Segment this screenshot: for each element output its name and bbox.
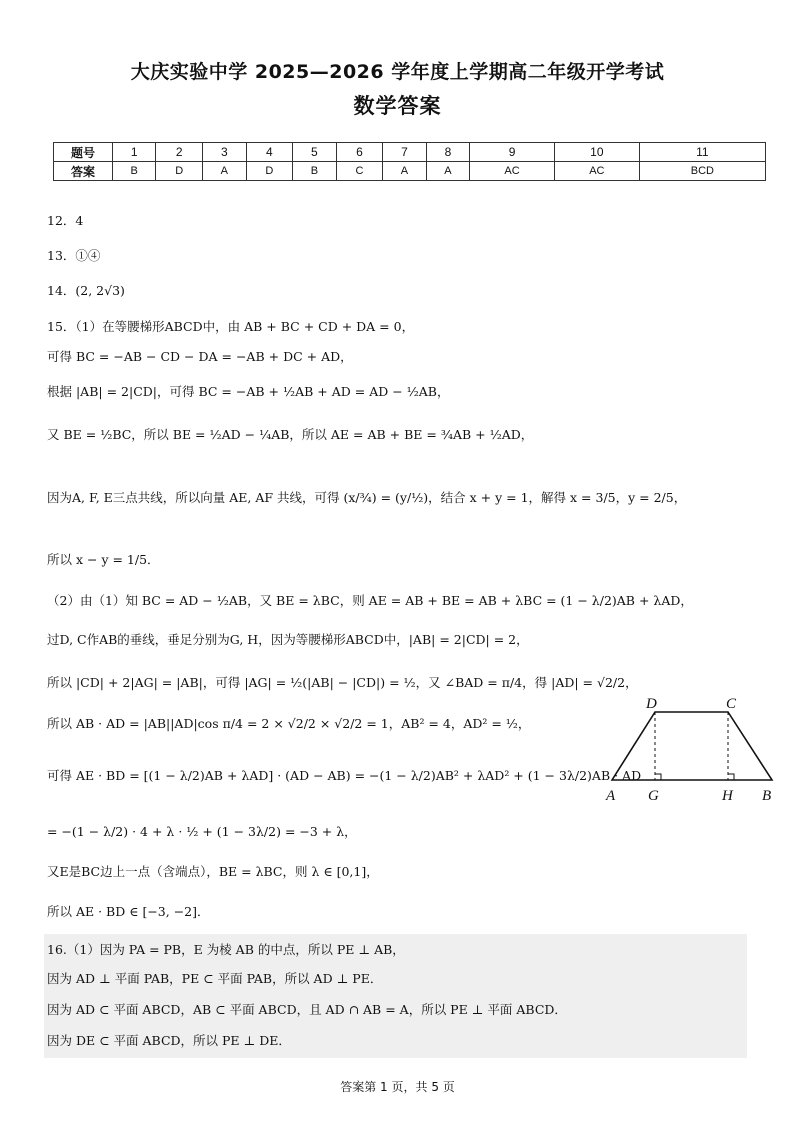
table-cell: AC <box>554 162 639 181</box>
table-cell: 5 <box>293 143 336 162</box>
answer-13: 13．①④ <box>47 248 101 263</box>
q15-line-7: （2）由（1）知 BC = AD − ½AB，又 BE = λBC，则 AE = AB + BE = AB + λBC = (1 − λ/2)AB + λAD， <box>47 593 693 608</box>
trapezoid-figure <box>598 692 778 810</box>
trapezoid-outline <box>612 712 772 780</box>
row-label-answer: 答案 <box>54 162 113 181</box>
label-b: B <box>762 788 772 804</box>
q15-line-4: 又 BE = ½BC，所以 BE = ½AD − ¼AB，所以 AE = AB + BE = ¾AB + ½AD， <box>47 427 534 442</box>
right-angle-g <box>655 774 661 780</box>
right-angle-h <box>728 774 734 780</box>
label-h: H <box>722 788 733 804</box>
table-cell: D <box>246 162 293 181</box>
table-cell: 9 <box>470 143 555 162</box>
q15-line-12: = −(1 − λ/2) · 4 + λ · ½ + (1 − 3λ/2) = −3 + λ， <box>47 824 357 839</box>
table-cell: 8 <box>426 143 469 162</box>
answer-table <box>53 142 766 181</box>
q15-line-10: 所以 AB · AD = |AB||AD|cos π/4 = 2 × √2/2 × √2/2 = 1，AB² = 4，AD² = ½， <box>47 716 531 731</box>
q15-line-8: 过D, C作AB的垂线，垂足分别为G, H，因为等腰梯形ABCD中，|AB| = 2|CD| = 2， <box>47 632 529 647</box>
q15-line-11: 可得 AE · BD = [(1 − λ/2)AB + λAD] · (AD − AB) = −(1 − λ/2)AB² + λAD² + (1 − 3λ/2)AB · AD <box>47 768 642 783</box>
q15-line-14: 所以 AE · BD ∈ [−3, −2]． <box>47 904 210 919</box>
q15-line-1: 15．（1）在等腰梯形ABCD中，由 AB + BC + CD + DA = 0， <box>47 319 415 334</box>
table-cell: 10 <box>554 143 639 162</box>
table-cell: C <box>336 162 383 181</box>
label-g: G <box>648 788 659 804</box>
table-cell: 3 <box>203 143 246 162</box>
answer-12: 12．4 <box>47 213 84 228</box>
table-cell: A <box>426 162 469 181</box>
table-cell: A <box>383 162 426 181</box>
q16-line-3: 因为 AD ⊂ 平面 ABCD，AB ⊂ 平面 ABCD，且 AD ∩ AB = A，所以 PE ⊥ 平面 ABCD． <box>47 1002 567 1017</box>
q15-line-13: 又E是BC边上一点（含端点），BE = λBC，则 λ ∈ [0,1]， <box>47 864 379 879</box>
q15-line-5: 因为A, F, E三点共线，所以向量 AE, AF 共线，可得 (x/¾) = (y/½)，结合 x + y = 1，解得 x = 3/5，y = 2/5， <box>47 490 687 505</box>
q16-line-2: 因为 AD ⊥ 平面 PAB，PE ⊂ 平面 PAB，所以 AD ⊥ PE． <box>47 971 383 986</box>
table-cell: 1 <box>113 143 156 162</box>
question-number-row <box>54 143 766 162</box>
q15-line-9: 所以 |CD| + 2|AG| = |AB|，可得 |AG| = ½(|AB| − |CD|) = ½，又 ∠BAD = π/4，得 |AD| = √2/2， <box>47 675 638 690</box>
table-cell: D <box>156 162 203 181</box>
table-cell: BCD <box>639 162 765 181</box>
q16-line-4: 因为 DE ⊂ 平面 ABCD，所以 PE ⊥ DE． <box>47 1033 291 1048</box>
table-cell: A <box>203 162 246 181</box>
answer-14: 14．(2, 2√3) <box>47 283 125 298</box>
table-cell: 11 <box>639 143 765 162</box>
table-cell: 2 <box>156 143 203 162</box>
q16-line-1: 16.（1）因为 PA = PB，E 为棱 AB 的中点，所以 PE ⊥ AB， <box>47 942 405 957</box>
page-subtitle: 数学答案 <box>353 94 442 118</box>
table-cell: 7 <box>383 143 426 162</box>
q15-line-2: 可得 BC = −AB − CD − DA = −AB + DC + AD， <box>47 349 353 364</box>
answer-row <box>54 162 766 181</box>
page-title: 大庆实验中学 2025—2026 学年度上学期高二年级开学考试 <box>130 61 665 83</box>
table-cell: AC <box>470 162 555 181</box>
label-d: D <box>646 696 657 712</box>
row-label-number: 题号 <box>54 143 113 162</box>
q15-line-3: 根据 |AB| = 2|CD|，可得 BC = −AB + ½AB + AD = AD − ½AB， <box>47 384 450 399</box>
label-a: A <box>606 788 616 804</box>
table-cell: 4 <box>246 143 293 162</box>
table-cell: 6 <box>336 143 383 162</box>
q15-line-6: 所以 x − y = 1/5． <box>47 552 160 567</box>
table-cell: B <box>293 162 336 181</box>
table-cell: B <box>113 162 156 181</box>
label-c: C <box>726 696 737 712</box>
page-footer: 答案第 1 页，共 5 页 <box>340 1080 455 1094</box>
